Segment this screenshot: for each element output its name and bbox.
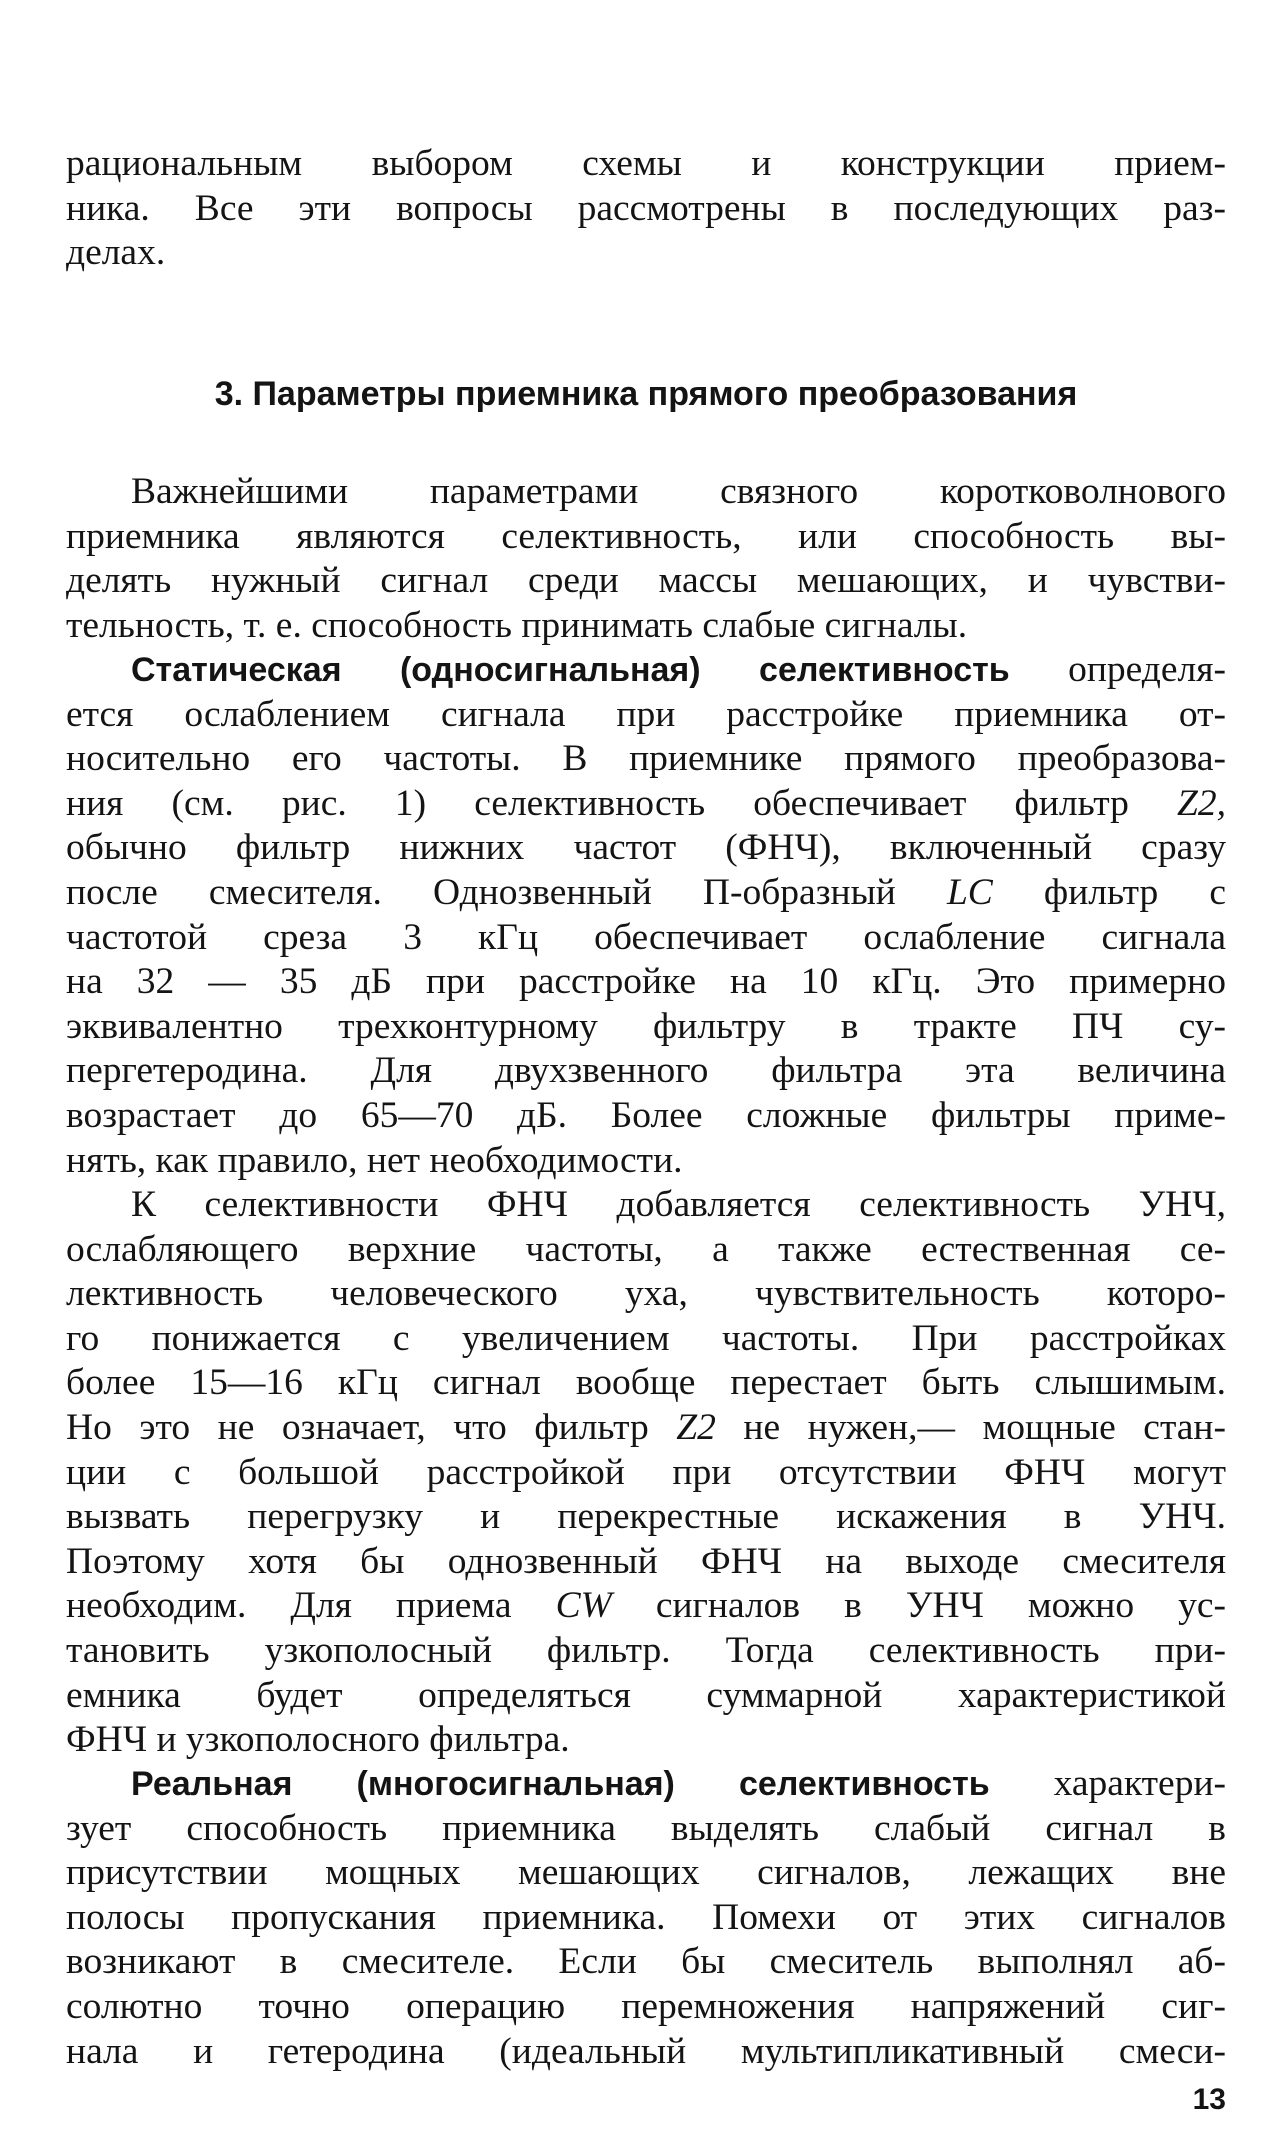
text-line: ФНЧ и узкополосного фильтра.	[66, 1719, 570, 1761]
text-line: эквивалентно трехконтурному фильтру в тракте ПЧ су-	[66, 1005, 1226, 1047]
text-fragment: необходим. Для приема	[66, 1585, 556, 1627]
text-line: нала и гетеродина (идеальный мультипликативный смеси-	[66, 2030, 1226, 2072]
text-line: полосы пропускания приемника. Помехи от этих сигналов	[66, 1896, 1226, 1938]
text-fragment: Но это не означает, что фильтр	[66, 1406, 677, 1448]
text-line: обычно фильтр нижних частот (ФНЧ), включенный сразу	[66, 827, 1226, 869]
text-line: носительно его частоты. В приемнике прямого преобразова-	[66, 738, 1226, 780]
text-line: ослабляющего верхние частоты, а также естественная се-	[66, 1228, 1226, 1270]
text-line	[66, 1584, 1226, 1629]
text-line: рациональным выбором схемы и конструкции прием-	[66, 143, 1226, 184]
variable-z2: Z2,	[1177, 782, 1226, 824]
text-fragment: сигналов в УНЧ можно ус-	[611, 1585, 1226, 1627]
text-line: Поэтому хотя бы однозвенный ФНЧ на выходе смесителя	[66, 1540, 1226, 1582]
text-line: Важнейшими параметрами связного коротковолнового	[131, 471, 1226, 512]
text-line: возникают в смесителе. Если бы смеситель выполнял аб-	[66, 1941, 1226, 1983]
text-line	[66, 1406, 1226, 1451]
page-number: 13	[1192, 2083, 1226, 2116]
text-line: пергетеродина. Для двухзвенного фильтра эта величина	[66, 1050, 1226, 1092]
term-static-selectivity: Статическая (односигнальная) селективность	[131, 651, 1010, 689]
text-line: присутствии мощных мешающих сигналов, лежащих вне	[66, 1852, 1226, 1894]
text-line	[66, 1762, 1226, 1807]
paragraph-lpf-selectivity	[66, 1183, 1226, 1763]
text-line: ника. Все эти вопросы рассмотрены в последующих раз-	[66, 187, 1226, 229]
text-line	[66, 648, 1226, 693]
text-line: более 15—16 кГц сигнал вообще перестает быть слышимым.	[66, 1362, 1226, 1404]
paragraph-parameters	[66, 470, 1226, 648]
text-line: тельность, т. е. способность принимать слабые сигналы.	[66, 604, 968, 646]
section-title: 3. Параметры приемника прямого преобразования	[214, 375, 1078, 413]
text-line	[66, 782, 1226, 827]
text-line	[66, 871, 1226, 916]
text-line: нять, как правило, нет необходимости.	[66, 1139, 683, 1181]
term-real-selectivity: Реальная (многосигнальная) селективность	[131, 1765, 990, 1803]
text-line: лективность человеческого уха, чувствительность которо-	[66, 1273, 1226, 1315]
text-line: делах.	[66, 232, 166, 274]
paragraph-real-selectivity	[66, 1762, 1226, 2074]
text-fragment: фильтр с	[992, 871, 1226, 913]
text-line: возрастает до 65—70 дБ. Более сложные фильтры приме-	[66, 1094, 1226, 1136]
intro-paragraph	[66, 142, 1226, 276]
text-line: го понижается с увеличением частоты. При расстройках	[66, 1317, 1226, 1359]
text-line: приемника являются селективность, или способность вы-	[66, 515, 1226, 557]
text-line: тановить узкополосный фильтр. Тогда селективность при-	[66, 1629, 1226, 1671]
text-fragment: не нужен,— мощные стан-	[715, 1406, 1226, 1448]
text-line: частотой среза 3 кГц обеспечивает ослабление сигнала	[66, 916, 1226, 958]
text-fragment: определя-	[1009, 649, 1226, 690]
text-line: солютно точно операцию перемножения напряжений сиг-	[66, 1985, 1226, 2027]
text-line: на 32 — 35 дБ при расстройке на 10 кГц. Это примерно	[66, 961, 1226, 1003]
text-fragment: после смесителя. Однозвенный П-образный	[66, 871, 947, 913]
variable-cw: CW	[555, 1585, 612, 1627]
text-fragment: ния (см. рис. 1) селективность обеспечивает фильтр	[66, 782, 1178, 824]
variable-z2: Z2	[676, 1406, 716, 1448]
text-line: зует способность приемника выделять слабый сигнал в	[66, 1807, 1226, 1849]
text-line: вызвать перегрузку и перекрестные искажения в УНЧ.	[66, 1496, 1226, 1538]
text-fragment: характери-	[989, 1763, 1227, 1804]
text-line: ется ослаблением сигнала при расстройке приемника от-	[66, 693, 1226, 735]
text-line: К селективности ФНЧ добавляется селективность УНЧ,	[131, 1184, 1226, 1225]
text-line: емника будет определяться суммарной характеристикой	[66, 1674, 1226, 1716]
paragraph-static-selectivity	[66, 648, 1226, 1183]
variable-lc: LC	[946, 871, 993, 913]
text-line: ции с большой расстройкой при отсутствии ФНЧ могут	[66, 1451, 1226, 1493]
text-line: делять нужный сигнал среди массы мешающих, и чувстви-	[66, 560, 1226, 602]
